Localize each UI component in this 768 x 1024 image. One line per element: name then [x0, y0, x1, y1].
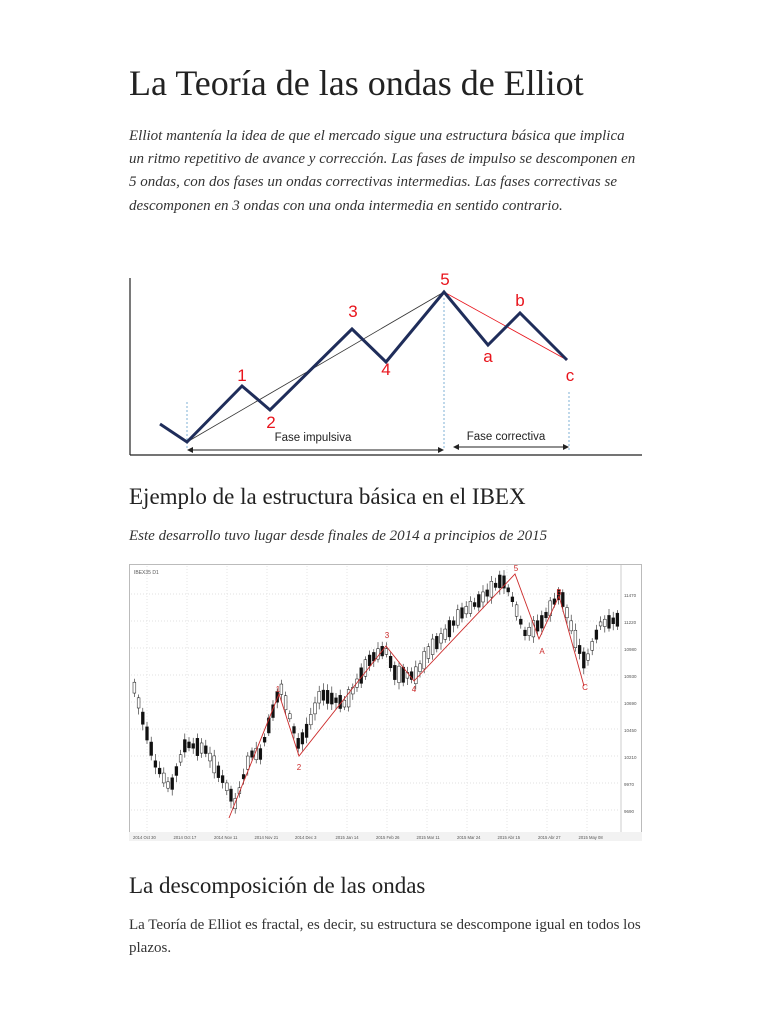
- candle-body: [545, 612, 548, 617]
- price-axis-label: 10930: [624, 674, 637, 679]
- wave-label-5: 5: [440, 270, 450, 289]
- elliott-wave-diagram: [129, 258, 642, 456]
- candle-body: [217, 766, 220, 778]
- candle-body: [343, 700, 346, 707]
- candle-body: [301, 733, 304, 744]
- candle-body: [158, 768, 161, 774]
- candle-body: [259, 749, 262, 760]
- candle-body: [251, 751, 254, 757]
- candle-body: [595, 630, 598, 639]
- candle-body: [566, 608, 569, 618]
- candle-body: [612, 618, 615, 624]
- candle-body: [322, 690, 325, 700]
- candle-body: [175, 767, 178, 776]
- candle-body: [507, 588, 510, 592]
- ibex-wave-label: 3: [384, 631, 390, 640]
- date-axis-label: 2015 Feb 26: [376, 835, 400, 840]
- wave-label-a: a: [483, 347, 493, 366]
- candle-body: [297, 738, 300, 748]
- date-axis-label: 2014 Nov 21: [254, 835, 279, 840]
- candle-body: [524, 630, 527, 636]
- candle-body: [204, 746, 207, 754]
- candle-body: [183, 740, 186, 752]
- candle-body: [461, 608, 464, 618]
- candle-body: [339, 695, 342, 708]
- candle-body: [486, 590, 489, 596]
- candle-body: [146, 727, 149, 740]
- candle-body: [137, 698, 140, 708]
- candle-body: [209, 753, 212, 761]
- candle-body: [171, 778, 174, 790]
- decomposition-paragraph: La Teoría de Elliot es fractal, es decir, su estructura se descompone igual en todos los plazos.: [129, 917, 641, 956]
- candle-body: [469, 601, 472, 613]
- candle-body: [494, 583, 497, 587]
- ibex-wave-label: A: [539, 647, 545, 656]
- date-axis-label: 2015 Mar 24: [457, 835, 481, 840]
- section-subtitle: Este desarrollo tuvo lugar desde finales de 2014 a principios de 2015: [129, 528, 548, 544]
- ibex-wave-label: C: [582, 683, 588, 692]
- candle-body: [414, 667, 417, 684]
- candle-body: [448, 620, 451, 636]
- candle-body: [368, 655, 371, 666]
- wave-label-2: 2: [266, 413, 276, 432]
- date-axis-label: 2015 Abr 15: [497, 835, 521, 840]
- candle-body: [280, 684, 283, 694]
- candle-body: [200, 743, 203, 753]
- candle-body: [213, 756, 216, 773]
- candle-body: [427, 647, 430, 659]
- candle-body: [456, 610, 459, 625]
- date-axis-label: 2014 Nov 11: [214, 835, 238, 840]
- date-axis-label: 2014 Dec 3: [295, 835, 317, 840]
- wave-label-b: b: [515, 291, 525, 310]
- candle-body: [536, 621, 539, 632]
- candle-body: [385, 649, 388, 655]
- candle-body: [574, 630, 577, 648]
- ibex-wave-label: 2: [296, 763, 302, 772]
- candle-body: [511, 597, 514, 602]
- candle-body: [305, 724, 308, 737]
- wave-label-1: 1: [237, 366, 247, 385]
- date-axis-label: 2015 Jan 14: [335, 835, 359, 840]
- candle-body: [515, 605, 518, 616]
- candle-body: [162, 773, 165, 783]
- price-axis-label: 11470: [624, 593, 637, 598]
- ibex-wave-label: 5: [513, 564, 519, 573]
- candle-body: [498, 575, 501, 588]
- price-axis-label: 10450: [624, 728, 637, 733]
- candle-body: [293, 727, 296, 734]
- candle-body: [192, 744, 195, 749]
- candle-body: [398, 666, 401, 682]
- candle-body: [263, 737, 266, 742]
- candle-body: [473, 603, 476, 607]
- candle-body: [154, 761, 157, 767]
- price-axis-label: 11220: [624, 620, 637, 625]
- date-axis-label: 2015 May 08: [578, 835, 603, 840]
- date-axis-label: 2015 Abr 27: [538, 835, 561, 840]
- candle-body: [591, 641, 594, 650]
- candle-body: [284, 696, 287, 710]
- ibex-wave-label: 1: [275, 685, 281, 694]
- price-axis-label: 10980: [624, 647, 637, 652]
- ibex-wave-label: 4: [411, 685, 417, 694]
- price-axis-label: 10210: [624, 755, 637, 760]
- candle-body: [221, 776, 224, 783]
- candle-body: [419, 664, 422, 672]
- candle-body: [389, 656, 392, 668]
- candle-body: [167, 782, 170, 788]
- candle-body: [482, 592, 485, 602]
- candle-body: [599, 622, 602, 626]
- candle-body: [326, 690, 329, 703]
- intro-paragraph: Elliot mantenía la idea de que el mercado sigue una estructura básica que implica un ritmo repetitivo de avance y corrección. Las fases de impulso se descomponen en 5 ondas, con dos fases un ondas correctivas intermedias. Las fases correctivas se descomponen en 3 ondas con una onda intermedia en sentido contrario.: [129, 128, 636, 214]
- section-heading-decomposition: La descomposición de las ondas: [129, 873, 426, 898]
- candle-body: [179, 755, 182, 762]
- candle-body: [431, 639, 434, 655]
- candle-body: [582, 652, 585, 668]
- candle-body: [393, 665, 396, 679]
- ibex-candlestick-chart: [129, 564, 642, 841]
- candle-body: [402, 667, 405, 682]
- price-axis-label: 10690: [624, 701, 637, 706]
- phase-impulse-label: Fase impulsiva: [274, 432, 352, 444]
- candle-body: [570, 621, 573, 631]
- candle-body: [608, 615, 611, 628]
- candle-body: [587, 654, 590, 660]
- candle-body: [288, 714, 291, 719]
- candle-body: [230, 789, 233, 801]
- chart-symbol: IBEX35 D1: [134, 570, 159, 576]
- section-heading-ibex-example: Ejemplo de la estructura básica en el IBEX: [129, 484, 526, 509]
- candle-body: [444, 629, 447, 639]
- candle-body: [440, 634, 443, 643]
- candle-body: [490, 581, 493, 597]
- page-title: La Teoría de las ondas de Elliot: [129, 63, 584, 103]
- candle-body: [196, 738, 199, 755]
- candle-body: [246, 756, 249, 769]
- candle-body: [423, 651, 426, 668]
- wave-path: [160, 292, 567, 442]
- candle-body: [225, 783, 228, 791]
- price-axis-label: 9690: [624, 809, 635, 814]
- candle-body: [141, 712, 144, 724]
- candle-body: [150, 742, 153, 755]
- candle-body: [330, 693, 333, 704]
- candle-body: [578, 645, 581, 653]
- candle-body: [519, 619, 522, 624]
- price-axis-label: 9970: [624, 782, 635, 787]
- candle-body: [528, 627, 531, 635]
- candle-body: [133, 682, 136, 693]
- candle-body: [477, 595, 480, 608]
- candle-body: [314, 703, 317, 714]
- wave-label-3: 3: [348, 302, 358, 321]
- candle-body: [335, 698, 338, 703]
- candle-body: [616, 613, 619, 626]
- ibex-wave-label: B: [556, 588, 562, 597]
- candle-body: [435, 636, 438, 649]
- date-axis-label: 2014 Oct 30: [133, 835, 156, 840]
- candle-body: [603, 619, 606, 626]
- candle-body: [309, 714, 312, 724]
- wave-label-c: c: [565, 366, 575, 385]
- candle-body: [465, 606, 468, 613]
- candle-body: [318, 691, 321, 703]
- candle-body: [188, 742, 191, 748]
- candle-body: [452, 621, 455, 626]
- wave-label-4: 4: [381, 360, 391, 379]
- candle-body: [540, 615, 543, 628]
- date-axis-label: 2015 Mar 11: [416, 835, 440, 840]
- date-axis-label: 2014 Oct 17: [173, 835, 197, 840]
- phase-corrective-label: Fase correctiva: [466, 431, 546, 443]
